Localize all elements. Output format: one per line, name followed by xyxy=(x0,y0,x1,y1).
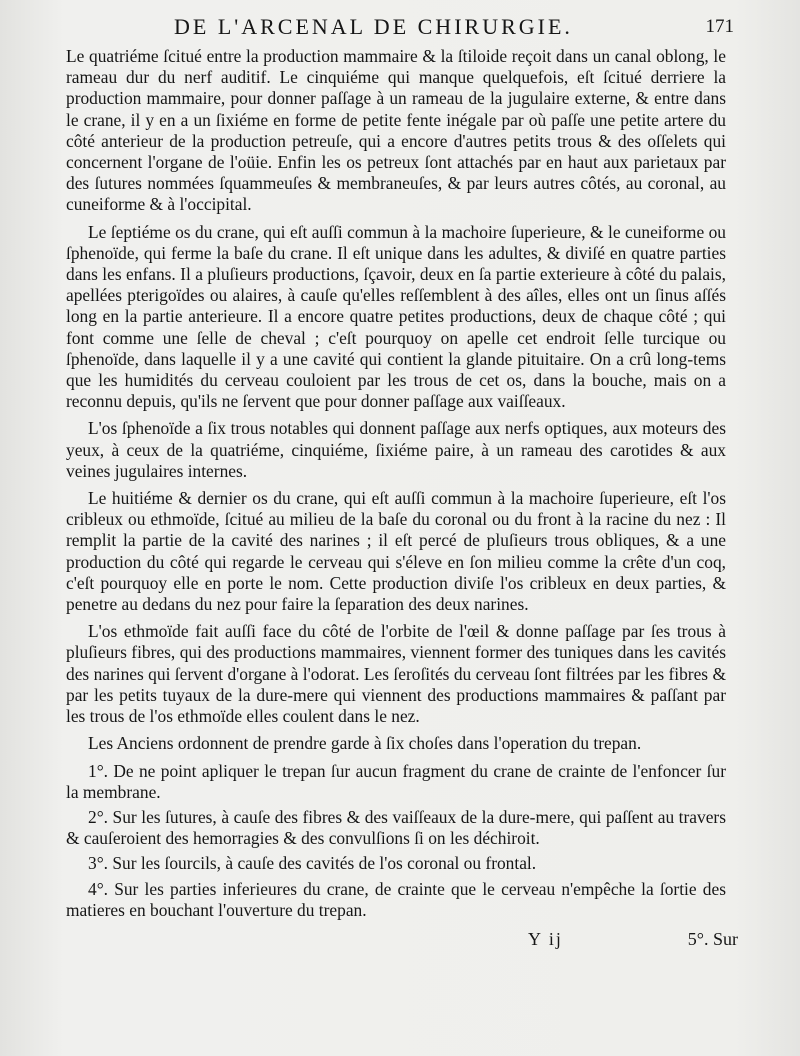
paragraph-trepan-precautions: Les Anciens ordonnent de prendre garde à ſix choſes dans l'operation du trepan. xyxy=(88,733,642,754)
enumerated-item: 2°. Sur les ſutures, à cauſe des fibres & des vaiſſeaux de la dure-mere, qui paſſent au travers & cauſeroient des hemorragies & des convulſions ſi on les déchiroit. xyxy=(66,806,726,849)
paragraph-ethmoid-function: L'os ethmoïde fait auſſi face du côté de l'orbite de l'œil & donne paſſage par ſes trous à pluſieurs fibres, qui des productions mammaires, viennent former des tuniques dans les cavités des narines qui ſervent d'organe à l'odorat. Les ſeroſités du cerveau ſont filtrées par les fibres & par les petits tuyaux de la dure-mere qui viennent des productions mammaires & paſſant par les trous de l'os ethmoïde elles coulent dans le nez. xyxy=(66,621,726,727)
enumerated-item: 1°. De ne point apliquer le trepan ſur aucun fragment du crane de crainte de l'enfoncer ſur la membrane. xyxy=(66,760,726,802)
body-text xyxy=(66,46,726,921)
signature-mark: Y ij xyxy=(528,928,563,949)
enumerated-item: 3°. Sur les ſourcils, à cauſe des cavités de l'os coronal ou frontal. xyxy=(88,853,537,874)
page-number: 171 xyxy=(705,16,734,37)
paragraph-sphenoid-foramina: L'os ſphenoïde a ſix trous notables qui donnent paſſage aux nerfs optiques, aux moteurs des yeux, à ceux de la quatriéme, cinquiéme, ſixiéme paire, à un rameau des carotides & aux veines jugulaires internes. xyxy=(66,418,726,481)
catchword: 5°. Sur xyxy=(687,928,738,949)
enumerated-item: 4°. Sur les parties inferieures du crane, de crainte que le cerveau n'empêche la ſortie des matieres en bouchant l'ouverture du trepan. xyxy=(66,878,726,920)
running-head: DE L'ARCENAL DE CHIRURGIE. xyxy=(174,14,573,39)
paragraph-temporal-bone: Le quatriéme ſcitué entre la production mammaire & la ſtiloide reçoit dans un canal oblong, le rameau dur du nerf auditif. Le cinquiéme qui manque quelquefois, eſt ſcitué derriere la production mammaire, pour donner paſſage à un rameau de la jugulaire externe, & entre dans le crane, il y en a un ſixiéme en forme de petite fente inégale par où paſſe une petite artere du côté anterieur de la production petreuſe, qui a encore d'autres petits trous & des oſſelets qui concernent l'organe de l'oüie. Enfin les os petreux ſont attachés par en haut aux parietaux par des ſutures nommées ſquammeuſes & membraneuſes, & par leurs autres côtés, au coronal, au cuneiforme & à l'occipital. xyxy=(66,46,726,215)
paragraph-sphenoid-bone: Le ſeptiéme os du crane, qui eſt auſſi commun à la machoire ſuperieure, & le cuneiforme ou ſphenoïde, qui ferme la baſe du crane. Il eſt unique dans les adultes, & diviſé en quatre parties dans les enfans. Il a pluſieurs productions, ſçavoir, deux en ſa partie exterieure à côté du palais, apellées pterigoïdes ou alaires, à cauſe qu'elles reſſemblent à des aîles, elles ont un ſinus aſſés long en la partie anterieure. Il a encore quatre petites productions, deux de chaque côté ; qui font comme une ſelle de cheval ; c'eſt pourquoy on apelle cet endroit ſelle turcique ou ſphenoïde, dans laquelle il y a une cavité qui contient la glande pituitaire. On a crû long-tems que les humidités du cerveau couloient par les trous de cet os, dans la bouche, mais on a reconnu depuis, qu'ils ne ſervent que pour donner paſſage aux vaiſſeaux. xyxy=(66,221,726,412)
page-header xyxy=(66,14,734,46)
paragraph-ethmoid-bone: Le huitiéme & dernier os du crane, qui eſt auſſi commun à la machoire ſuperieure, eſt l'os cribleux ou ethmoïde, ſcitué au milieu de la baſe du coronal ou du front à la racine du nez : Il remplit la partie de la cavité des narines ; il eſt percé de pluſieurs trous obliques, & a une production du côté qui regarde le cerveau qui s'éleve en ſon milieu comme la crête d'un coq, c'eſt pourquoy elle en porte le nom. Cette production diviſe l'os cribleux en deux parties, & penetre au dedans du nez pour faire la ſeparation des deux narines. xyxy=(66,488,726,615)
page-footer xyxy=(66,928,738,957)
